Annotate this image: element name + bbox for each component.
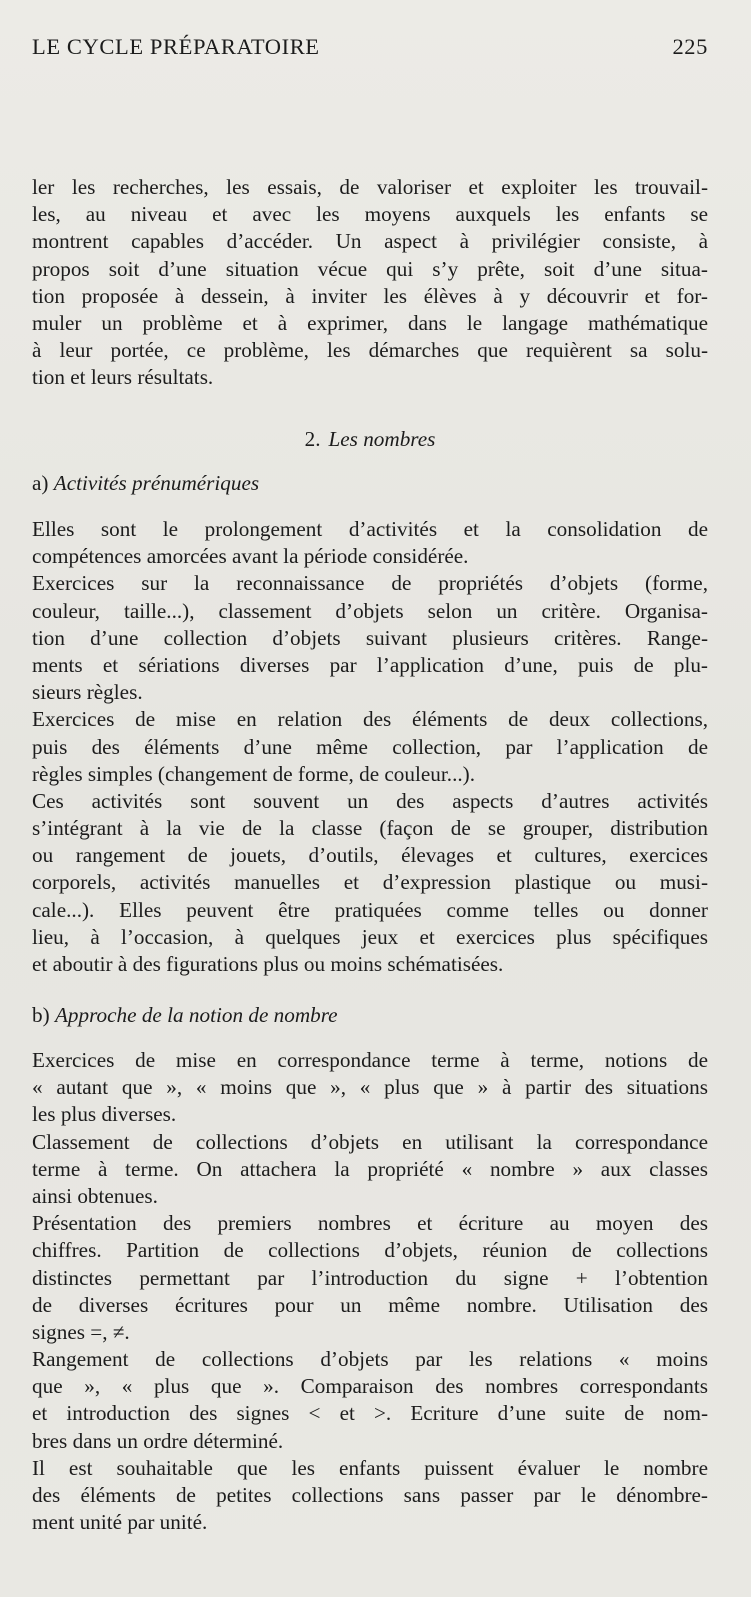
subsection-a-line: Exercices de mise en relation des éléments de deux collections, bbox=[32, 707, 708, 732]
intro-line: les, au niveau et avec les moyens auxquels les enfants se bbox=[32, 202, 708, 227]
subsection-a-line: cale...). Elles peuvent être pratiquées comme telles ou donner bbox=[32, 897, 708, 922]
subsection-b-line: terme à terme. On attachera la propriété « nombre » aux classes bbox=[32, 1156, 708, 1181]
page-number: 225 bbox=[672, 34, 708, 59]
subsection-b-paragraph bbox=[32, 1129, 708, 1211]
intro-paragraph bbox=[32, 174, 708, 392]
subsection-b-line: et introduction des signes < et >. Ecriture d’une suite de nom- bbox=[32, 1401, 708, 1426]
subsection-b-title: Approche de la notion de nombre bbox=[54, 1003, 338, 1027]
section-number: 2. bbox=[304, 427, 321, 451]
subsection-b-line: les plus diverses. bbox=[32, 1102, 177, 1127]
subsection-b-line: ainsi obtenues. bbox=[32, 1183, 158, 1208]
subsection-a-line: compétences amorcées avant la période considérée. bbox=[32, 544, 469, 569]
subsection-a-title: Activités prénumériques bbox=[53, 471, 260, 495]
subsection-a-line: corporels, activités manuelles et d’expression plastique ou musi- bbox=[32, 870, 708, 895]
subsection-b-line: que », « plus que ». Comparaison des nombres correspondants bbox=[32, 1374, 708, 1399]
section-heading bbox=[32, 427, 708, 452]
subsection-b-line: ment unité par unité. bbox=[32, 1510, 208, 1535]
subsection-a-line: Exercices sur la reconnaissance de propriétés d’objets (forme, bbox=[32, 571, 708, 596]
subsection-b-line: bres dans un ordre déterminé. bbox=[32, 1428, 284, 1453]
subsection-a-paragraph bbox=[32, 516, 708, 570]
subsection-b-line: Rangement de collections d’objets par les relations « moins bbox=[32, 1347, 708, 1372]
subsection-b-line: Il est souhaitable que les enfants puissent évaluer le nombre bbox=[32, 1455, 708, 1480]
subsection-a-line: lieu, à l’occasion, à quelques jeux et exercices plus spécifiques bbox=[32, 924, 708, 949]
subsection-a-line: tion d’une collection d’objets suivant plusieurs critères. Range- bbox=[32, 625, 708, 650]
subsection-a-line: Elles sont le prolongement d’activités et la consolidation de bbox=[32, 517, 708, 541]
subsection-a-paragraph bbox=[32, 570, 708, 706]
subsection-b-paragraph bbox=[32, 1346, 708, 1455]
chapter-title: LE CYCLE PRÉPARATOIRE bbox=[32, 34, 320, 59]
subsection-b-paragraph bbox=[32, 1210, 708, 1346]
intro-line: ler les recherches, les essais, de valoriser et exploiter les trouvail- bbox=[32, 175, 708, 199]
subsection-a-line: ou rangement de jouets, d’outils, élevages et cultures, exercices bbox=[32, 843, 708, 868]
subsection-a-line: ments et sériations diverses par l’application d’une, puis de plu- bbox=[32, 652, 708, 677]
subsection-a-paragraph bbox=[32, 788, 708, 978]
intro-line: propos soit d’une situation vécue qui s’y prête, soit d’une situa- bbox=[32, 256, 708, 281]
running-header bbox=[32, 34, 708, 68]
intro-line: montrent capables d’accéder. Un aspect à privilégier consiste, à bbox=[32, 229, 708, 254]
subsection-b-marker: b) bbox=[32, 1003, 50, 1027]
subsection-a-paragraph bbox=[32, 706, 708, 788]
subsection-b-line: de diverses écritures pour un même nombre. Utilisation des bbox=[32, 1292, 708, 1317]
intro-line: muler un problème et à exprimer, dans le langage mathématique bbox=[32, 310, 708, 335]
subsection-a-heading bbox=[32, 471, 259, 496]
intro-line: tion et leurs résultats. bbox=[32, 365, 214, 390]
subsection-b-line: des éléments de petites collections sans passer par le dénombre- bbox=[32, 1483, 708, 1507]
subsection-a-line: s’intégrant à la vie de la classe (façon de se grouper, distribution bbox=[32, 816, 708, 841]
intro-line: tion proposée à dessein, à inviter les élèves à y découvrir et for- bbox=[32, 283, 708, 308]
subsection-b-paragraph bbox=[32, 1455, 708, 1537]
subsection-b-line: Présentation des premiers nombres et écriture au moyen des bbox=[32, 1211, 708, 1236]
subsection-a-line: et aboutir à des figurations plus ou moins schématisées. bbox=[32, 952, 504, 976]
subsection-a-line: couleur, taille...), classement d’objets selon un critère. Organisa- bbox=[32, 598, 708, 623]
subsection-a-line: sieurs règles. bbox=[32, 680, 143, 705]
subsection-a-body bbox=[32, 516, 708, 978]
section-title: Les nombres bbox=[328, 427, 436, 451]
subsection-b-line: distinctes permettant par l’introduction du signe + l’obtention bbox=[32, 1265, 708, 1290]
subsection-b-line: chiffres. Partition de collections d’objets, réunion de collections bbox=[32, 1238, 708, 1263]
subsection-a-marker: a) bbox=[32, 471, 49, 495]
subsection-b-line: signes =, ≠. bbox=[32, 1319, 130, 1344]
subsection-b-paragraph bbox=[32, 1047, 708, 1129]
intro-line: à leur portée, ce problème, les démarches que requièrent sa solu- bbox=[32, 338, 708, 363]
subsection-b-line: Classement de collections d’objets en utilisant la correspondance bbox=[32, 1129, 708, 1154]
subsection-a-line: puis des éléments d’une même collection, par l’application de bbox=[32, 734, 708, 759]
subsection-b-line: « autant que », « moins que », « plus que » à partir des situations bbox=[32, 1075, 708, 1100]
subsection-a-line: règles simples (changement de forme, de couleur...). bbox=[32, 761, 476, 786]
subsection-a-line: Ces activités sont souvent un des aspects d’autres activités bbox=[32, 788, 708, 813]
subsection-b-heading bbox=[32, 1003, 338, 1028]
subsection-b-line: Exercices de mise en correspondance terme à terme, notions de bbox=[32, 1048, 708, 1072]
subsection-b-body bbox=[32, 1047, 708, 1536]
